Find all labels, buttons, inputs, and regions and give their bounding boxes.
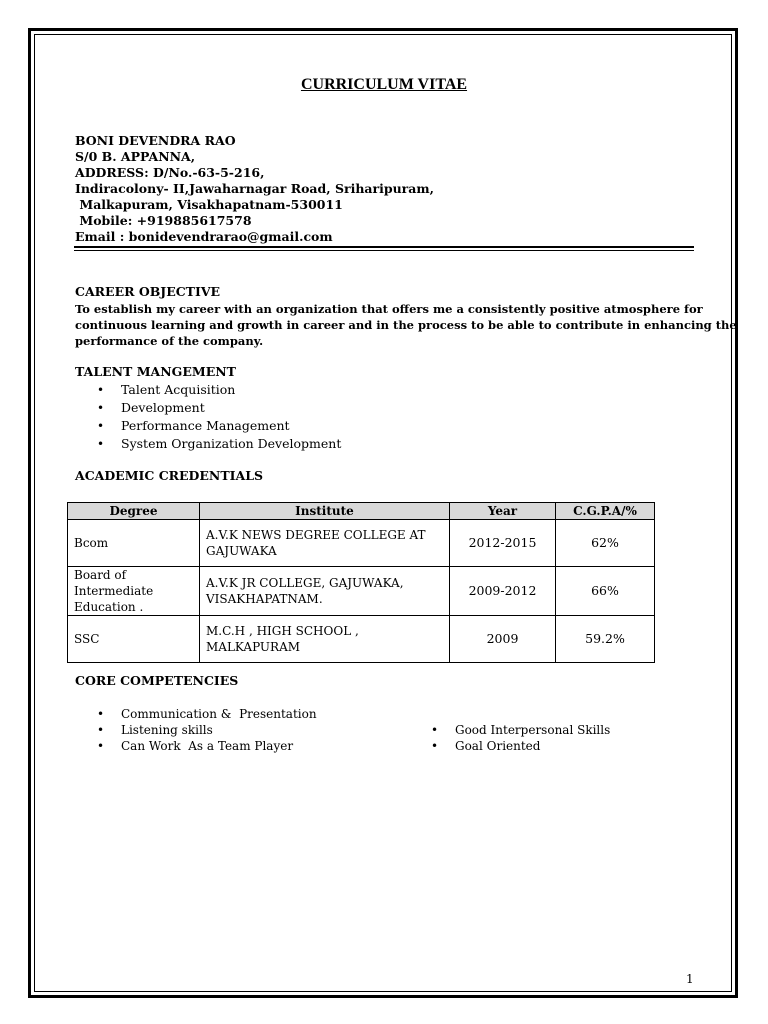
address-line-2: Indiracolony- II,Jawaharnagar Road, Sriharipuram, bbox=[75, 181, 434, 196]
bullet-icon: • bbox=[97, 401, 105, 415]
list-item bbox=[97, 435, 342, 453]
career-objective-line-2: continuous learning and growth in career and in the process to be able to contribute in enhancing the bbox=[75, 318, 737, 332]
cell-institute: M.C.H , HIGH SCHOOL , MALKAPURAM bbox=[200, 616, 450, 663]
list-item bbox=[431, 722, 611, 738]
mobile-line: Mobile: +919885617578 bbox=[75, 213, 252, 228]
talent-list bbox=[97, 381, 342, 453]
page-title: CURRICULUM VITAE bbox=[300, 76, 468, 93]
list-item bbox=[97, 706, 317, 722]
table-row bbox=[68, 616, 655, 663]
address-line-3: Malkapuram, Visakhapatnam-530011 bbox=[75, 197, 343, 212]
list-item bbox=[97, 722, 317, 738]
table-row bbox=[68, 520, 655, 567]
career-objective-heading: CAREER OBJECTIVE bbox=[75, 284, 221, 299]
cell-degree: Bcom bbox=[68, 520, 200, 567]
header-divider-thick bbox=[74, 246, 694, 248]
list-item-label: Good Interpersonal Skills bbox=[455, 723, 611, 737]
cell-year: 2009 bbox=[450, 616, 556, 663]
cell-degree: Board of Intermediate Education . bbox=[68, 567, 200, 616]
academic-table bbox=[67, 502, 655, 663]
list-item bbox=[97, 738, 317, 754]
list-item-label: Can Work As a Team Player bbox=[121, 739, 294, 753]
academic-credentials-heading: ACADEMIC CREDENTIALS bbox=[75, 468, 264, 483]
talent-management-heading: TALENT MANGEMENT bbox=[75, 364, 236, 379]
list-item-label: System Organization Development bbox=[121, 436, 342, 451]
candidate-name: BONI DEVENDRA RAO bbox=[75, 133, 236, 148]
bullet-icon: • bbox=[97, 723, 105, 737]
competencies-left-list bbox=[97, 706, 317, 754]
table-row bbox=[68, 567, 655, 616]
column-header-year: Year bbox=[450, 503, 556, 520]
relation-line: S/0 B. APPANNA, bbox=[75, 149, 196, 164]
list-item-label: Performance Management bbox=[121, 418, 290, 433]
career-objective-line-1: To establish my career with an organization that offers me a consistently positive atmosphere for bbox=[75, 302, 703, 316]
column-header-degree: Degree bbox=[68, 503, 200, 520]
list-item-label: Goal Oriented bbox=[455, 739, 541, 753]
list-item-label: Communication & Presentation bbox=[121, 707, 317, 721]
bullet-icon: • bbox=[97, 419, 105, 433]
bullet-icon: • bbox=[97, 437, 105, 451]
cell-institute: A.V.K NEWS DEGREE COLLEGE AT GAJUWAKA bbox=[200, 520, 450, 567]
list-item bbox=[97, 399, 341, 417]
cell-score: 62% bbox=[556, 520, 655, 567]
cell-year: 2009-2012 bbox=[450, 567, 556, 616]
bullet-icon: • bbox=[97, 707, 105, 721]
competencies-right-list bbox=[431, 722, 611, 754]
header-divider-thin bbox=[74, 250, 694, 251]
email-line: Email : bonidevendrarao@gmail.com bbox=[75, 229, 333, 244]
cell-degree: SSC bbox=[68, 616, 200, 663]
bullet-icon: • bbox=[97, 383, 105, 397]
bullet-icon: • bbox=[431, 723, 439, 737]
table-header-row bbox=[68, 503, 655, 520]
list-item-label: Development bbox=[121, 400, 205, 415]
list-item bbox=[97, 381, 341, 399]
cell-institute: A.V.K JR COLLEGE, GAJUWAKA, VISAKHAPATNAM. bbox=[200, 567, 450, 616]
bullet-icon: • bbox=[97, 739, 105, 753]
core-competencies-heading: CORE COMPETENCIES bbox=[75, 673, 239, 688]
bullet-icon: • bbox=[431, 739, 439, 753]
list-item-label: Talent Acquisition bbox=[121, 382, 236, 397]
cell-score: 59.2% bbox=[556, 616, 655, 663]
list-item-label: Listening skills bbox=[121, 723, 213, 737]
list-item bbox=[431, 738, 610, 754]
cell-year: 2012-2015 bbox=[450, 520, 556, 567]
list-item bbox=[97, 417, 341, 435]
address-line-1: ADDRESS: D/No.-63-5-216, bbox=[75, 165, 265, 180]
column-header-institute: Institute bbox=[200, 503, 450, 520]
page-number: 1 bbox=[686, 972, 694, 986]
career-objective-line-3: performance of the company. bbox=[75, 334, 264, 348]
cell-score: 66% bbox=[556, 567, 655, 616]
column-header-score: C.G.P.A/% bbox=[556, 503, 655, 520]
